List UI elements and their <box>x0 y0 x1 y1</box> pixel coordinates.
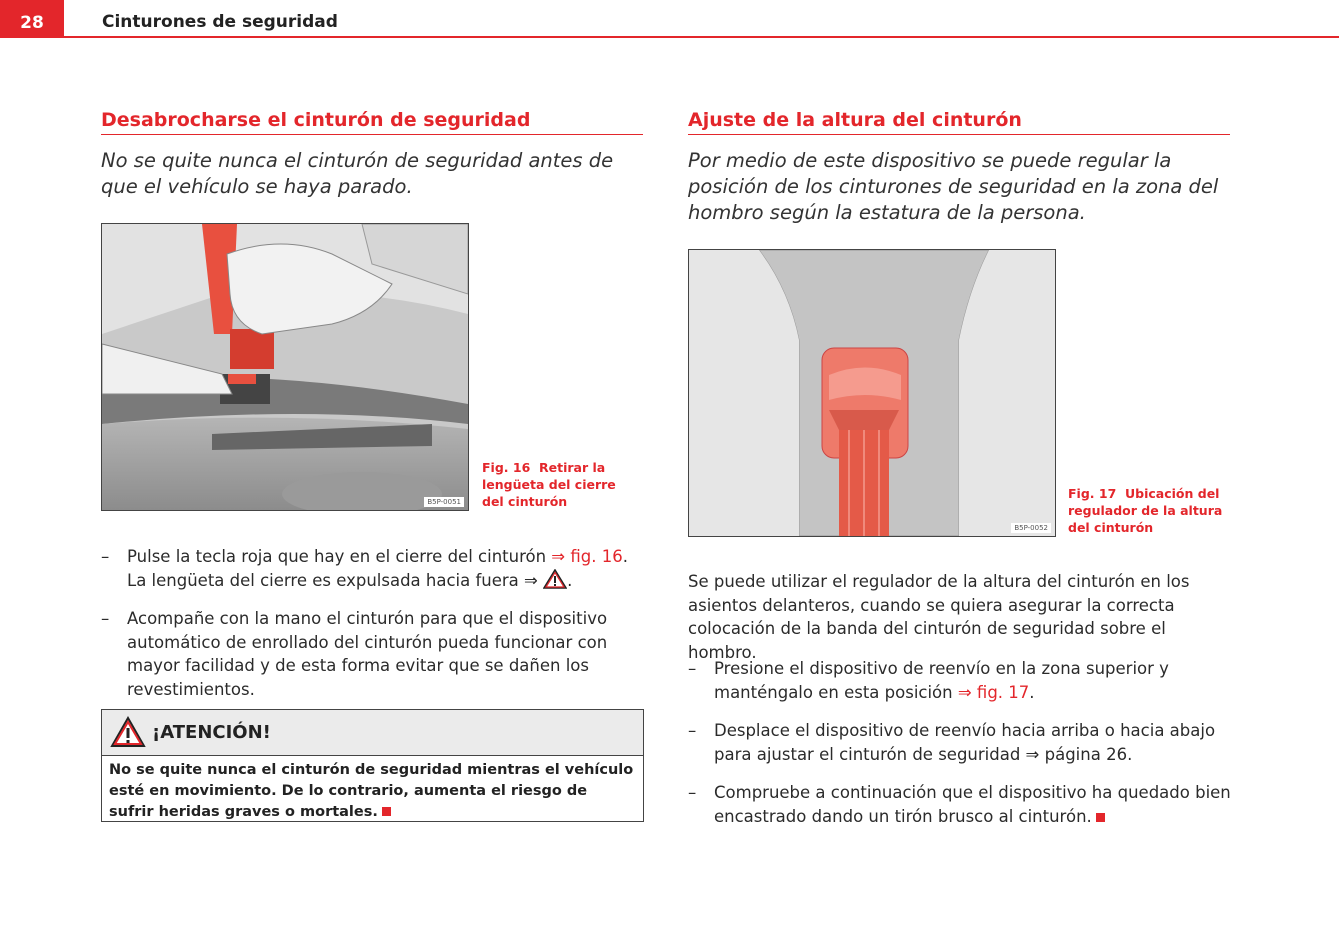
section-title-unbuckle: Desabrocharse el cinturón de seguridad <box>101 109 531 131</box>
figure-16-image <box>101 223 469 511</box>
section-rule <box>101 134 643 135</box>
list-item: – Pulse la tecla roja que hay en el cierre del cinturón ⇒ fig. 16. La lengüeta del cierre es expulsada hacia fuera ⇒ . <box>101 545 647 592</box>
fig-17-link[interactable]: ⇒ fig. 17 <box>957 682 1030 702</box>
header-rule <box>64 36 1339 38</box>
warning-box <box>101 709 644 822</box>
warning-text: No se quite nunca el cinturón de seguridad mientras el vehículo esté en movimiento. De lo contrario, aumenta el riesgo de sufrir heridas graves o mortales. <box>109 762 634 820</box>
figure-17-caption: Fig. 17 Ubicación del regulador de la altura del cinturón <box>1068 486 1223 535</box>
section-title-height-adjust: Ajuste de la altura del cinturón <box>688 109 1022 131</box>
unbuckle-steps <box>101 545 647 716</box>
warning-triangle-icon <box>110 716 146 748</box>
section-intro: No se quite nunca el cinturón de seguridad antes de que el vehículo se haya parado. <box>101 149 614 198</box>
figure-17-image <box>688 249 1056 537</box>
body-paragraph: Se puede utilizar el regulador de la altura del cinturón en los asientos delanteros, cuando se quiera asegurar la correcta colocación de la banda del cinturón de seguridad sobre el hombro. <box>688 572 1190 662</box>
figure-code: B5P-0051 <box>424 497 464 507</box>
page-number: 28 <box>0 0 64 38</box>
warning-title: ¡ATENCIÓN! <box>152 722 271 743</box>
section-rule <box>688 134 1230 135</box>
list-item: – Compruebe a continuación que el dispositivo ha quedado bien encastrado dando un tirón brusco al cinturón. <box>688 781 1234 828</box>
warning-triangle-icon[interactable] <box>543 569 567 589</box>
height-adjust-steps <box>688 657 1234 843</box>
end-marker <box>382 807 391 816</box>
fig-16-link[interactable]: ⇒ fig. 16 <box>551 547 623 566</box>
end-marker <box>1096 813 1105 822</box>
figure-16-caption: Fig. 16 Retirar la lengüeta del cierre del cinturón <box>482 460 616 509</box>
section-intro: Por medio de este dispositivo se puede regular la posición de los cinturones de seguridad en la zona del hombro según la estatura de la persona. <box>688 149 1219 224</box>
list-item: – Presione el dispositivo de reenvío en la zona superior y manténgalo en esta posición ⇒ fig. 17. <box>688 657 1234 704</box>
list-item: – Desplace el dispositivo de reenvío hacia arriba o hacia abajo para ajustar el cinturón de seguridad ⇒ página 26. <box>688 719 1234 766</box>
figure-code: B5P-0052 <box>1011 523 1051 533</box>
warning-header <box>102 710 643 756</box>
list-item: – Acompañe con la mano el cinturón para que el dispositivo automático de enrollado del cinturón pueda funcionar con mayor facilidad y de esta forma evitar que se dañen los revestimientos. <box>101 607 647 701</box>
chapter-title: Cinturones de seguridad <box>102 12 338 32</box>
